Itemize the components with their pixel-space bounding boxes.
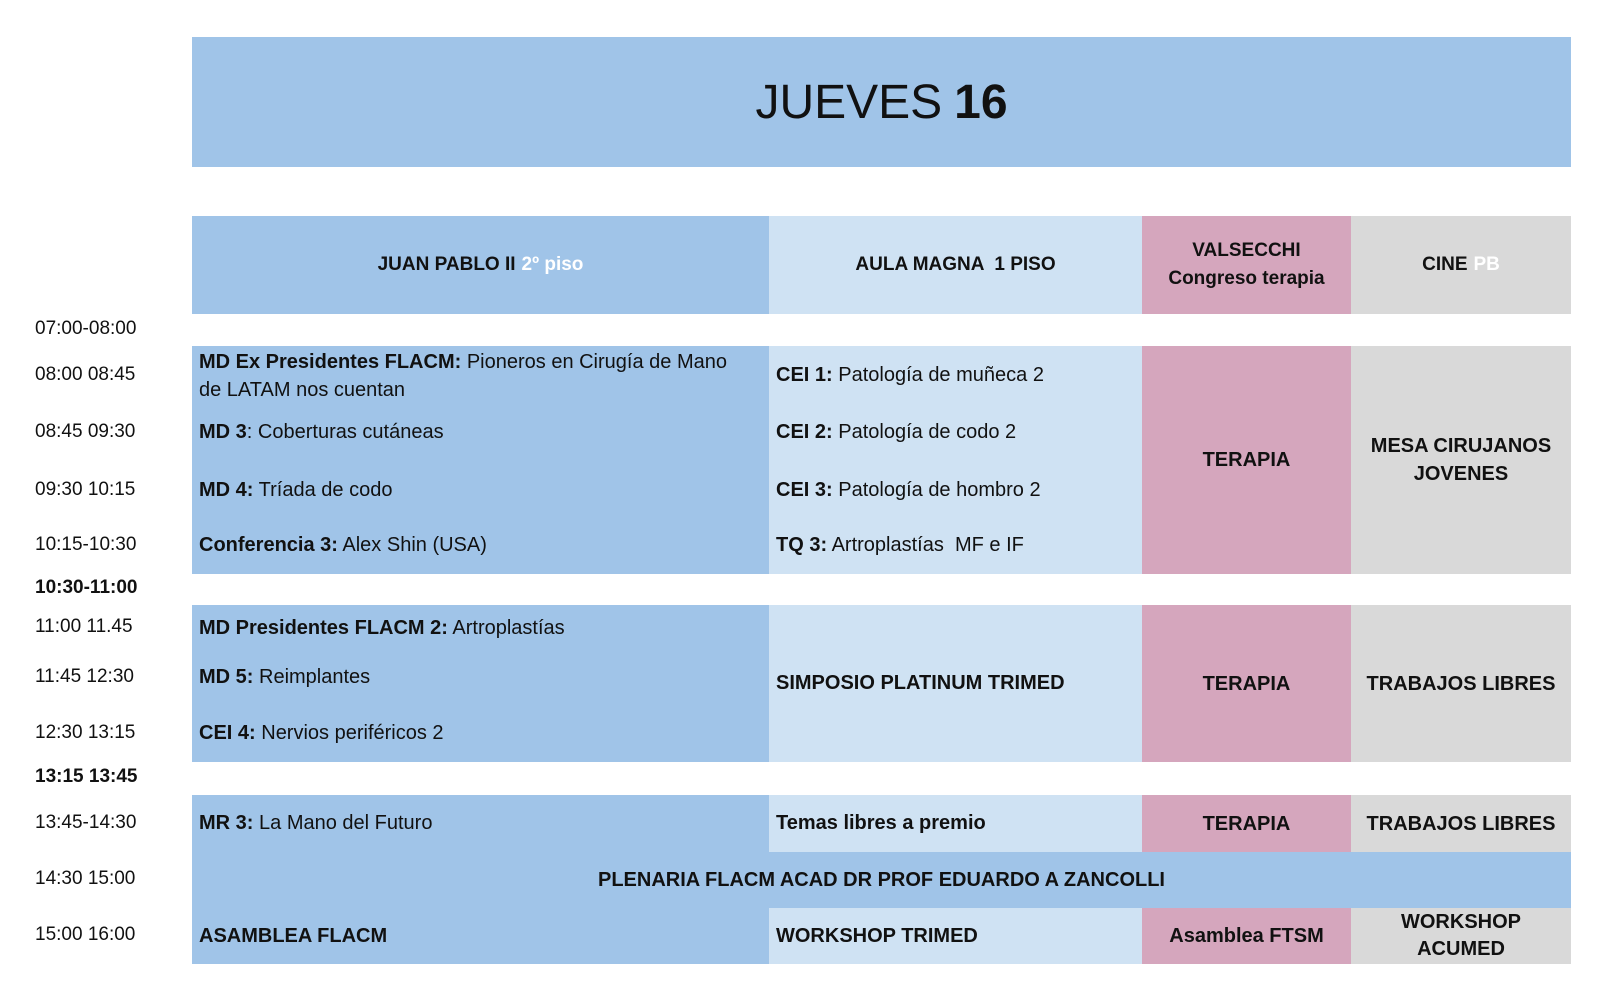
session-title: Reimplantes xyxy=(253,666,371,688)
session-md5 xyxy=(199,663,370,691)
valsecchi-terapia-midday: TERAPIA xyxy=(1142,605,1351,762)
cine-mesa-cirujanos xyxy=(1351,346,1571,574)
session-title: Patología de hombro 2 xyxy=(832,479,1041,501)
session-title: Alex Shin (USA) xyxy=(337,534,487,556)
time-slot-break: 13:15 13:45 xyxy=(35,766,138,787)
cine-mesa-line1: MESA CIRUJANOS xyxy=(1370,435,1552,457)
day-number: 16 xyxy=(954,75,1008,129)
session-code: CEI 2: xyxy=(776,421,833,443)
session-title-cont: de LATAM nos cuentan xyxy=(199,379,406,401)
time-slot: 08:45 09:30 xyxy=(35,421,136,442)
session-md-presidentes-2 xyxy=(199,614,565,642)
time-slot: 07:00-08:00 xyxy=(35,318,137,339)
time-slot: 15:00 16:00 xyxy=(35,924,136,945)
session-md-ex-presidentes xyxy=(199,348,727,404)
session-title: Tríada de codo xyxy=(253,479,393,501)
session-title: Patología de muñeca 2 xyxy=(832,364,1044,386)
session-title: Nervios periféricos 2 xyxy=(255,722,444,744)
valsecchi-asamblea-ftsm: Asamblea FTSM xyxy=(1142,908,1351,964)
session-cei4 xyxy=(199,719,444,747)
time-slot: 08:00 08:45 xyxy=(35,364,136,385)
header-juan-pablo-name: JUAN PABLO II xyxy=(377,254,516,275)
cine-trabajos-libres-afternoon: TRABAJOS LIBRES xyxy=(1351,795,1571,852)
aula-magna-temas-libres: Temas libres a premio xyxy=(769,795,1142,852)
session-title: La Mano del Futuro xyxy=(253,812,433,834)
session-title: Artroplastías MF e IF xyxy=(827,534,1024,556)
header-aula-magna-name: AULA MAGNA 1 PISO xyxy=(855,254,1056,275)
session-code: MD 3 xyxy=(199,421,247,443)
session-cei2 xyxy=(776,418,1016,446)
header-valsecchi-subtitle: Congreso terapia xyxy=(1168,268,1325,289)
header-juan-pablo xyxy=(192,216,769,314)
time-slot-break: 10:30-11:00 xyxy=(35,577,138,598)
valsecchi-terapia-afternoon: TERAPIA xyxy=(1142,795,1351,852)
time-slot: 10:15-10:30 xyxy=(35,534,137,555)
aula-magna-simposio: SIMPOSIO PLATINUM TRIMED xyxy=(769,605,1142,762)
session-title: Artroplastías xyxy=(447,617,565,639)
session-code: MD Ex Presidentes FLACM: xyxy=(199,351,462,373)
cine-trabajos-libres-midday: TRABAJOS LIBRES xyxy=(1351,605,1571,762)
session-conferencia3 xyxy=(199,531,487,559)
session-md3 xyxy=(199,418,444,446)
session-cei3 xyxy=(776,476,1041,504)
session-md4 xyxy=(199,476,392,504)
session-code: MD 4: xyxy=(199,479,254,501)
session-cei1 xyxy=(776,361,1044,389)
session-mr3 xyxy=(199,809,432,837)
session-title: : Coberturas cutáneas xyxy=(246,421,444,443)
time-slot: 11:45 12:30 xyxy=(35,666,134,687)
day-title xyxy=(192,37,1571,167)
session-code: CEI 1: xyxy=(776,364,833,386)
session-code: MD 5: xyxy=(199,666,254,688)
time-slot: 12:30 13:15 xyxy=(35,722,136,743)
header-cine-floor: PB xyxy=(1473,254,1500,275)
session-code: TQ 3: xyxy=(776,534,828,556)
time-slot: 13:45-14:30 xyxy=(35,812,137,833)
session-code: CEI 3: xyxy=(776,479,833,501)
time-slot: 14:30 15:00 xyxy=(35,868,136,889)
time-slot: 11:00 11.45 xyxy=(35,616,133,637)
header-valsecchi-name: VALSECCHI xyxy=(1192,240,1301,261)
header-aula-magna xyxy=(769,216,1142,314)
session-title: Patología de codo 2 xyxy=(832,421,1017,443)
session-code: MD Presidentes FLACM 2: xyxy=(199,617,448,639)
aula-magna-workshop-trimed: WORKSHOP TRIMED xyxy=(769,908,1142,964)
header-cine-name: CINE xyxy=(1422,254,1468,275)
day-name: JUEVES xyxy=(755,75,943,129)
session-code: CEI 4: xyxy=(199,722,256,744)
asamblea-flacm: ASAMBLEA FLACM xyxy=(192,908,769,964)
time-slot: 09:30 10:15 xyxy=(35,479,136,500)
cine-workshop-line1: WORKSHOP xyxy=(1401,911,1521,933)
cine-mesa-line2: JOVENES xyxy=(1413,463,1509,485)
session-title: Pioneros en Cirugía de Mano xyxy=(461,351,727,373)
session-tq3 xyxy=(776,531,1024,559)
header-cine xyxy=(1351,216,1571,314)
plenaria-zancolli: PLENARIA FLACM ACAD DR PROF EDUARDO A ZANCOLLI xyxy=(192,852,1571,908)
session-code: MR 3: xyxy=(199,812,254,834)
header-juan-pablo-floor: 2º piso xyxy=(521,254,584,275)
header-valsecchi xyxy=(1142,216,1351,314)
cine-workshop-line2: ACUMED xyxy=(1417,938,1505,960)
session-code: Conferencia 3: xyxy=(199,534,338,556)
cine-workshop-acumed xyxy=(1351,908,1571,964)
valsecchi-terapia-morning: TERAPIA xyxy=(1142,346,1351,574)
